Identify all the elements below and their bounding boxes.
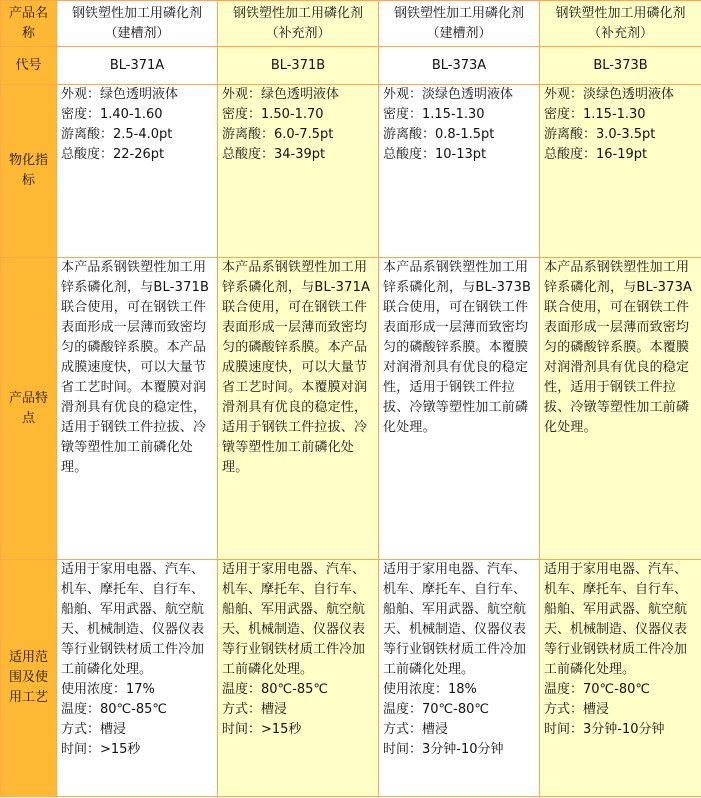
- product-name-3: [379, 1, 540, 47]
- product-code-1: BL-371A: [57, 47, 218, 85]
- product-name-1: [57, 1, 218, 47]
- code-row: [1, 47, 701, 85]
- process-line: 时间：3分钟-10分钟: [383, 742, 504, 757]
- product-name-4: [540, 1, 701, 47]
- prop-line: 外观：绿色透明液体: [61, 87, 179, 102]
- product-name-line1: 钢铁塑性加工用磷化剂: [555, 5, 686, 21]
- product-application-2: [218, 560, 379, 797]
- prop-line: 外观：绿色透明液体: [222, 87, 340, 102]
- process-line: 温度：80℃-85℃: [61, 702, 167, 717]
- product-props-4: [540, 85, 701, 258]
- row-label-application: 适用范围及使用工艺: [1, 560, 57, 797]
- product-name-line2: （建槽剂）: [104, 25, 170, 41]
- row-label-features: 产品特点: [1, 258, 57, 560]
- name-row: [1, 1, 701, 47]
- product-code-4: BL-373B: [540, 47, 701, 85]
- process-line: 方式：槽浸: [61, 722, 127, 737]
- prop-line: 外观：淡绿色透明液体: [544, 87, 675, 102]
- product-name-line2: （补充剂）: [265, 25, 331, 41]
- process-line: 时间：>15秒: [61, 742, 141, 757]
- prop-line: 游离酸：6.0-7.5pt: [222, 127, 334, 142]
- application-text: 适用于家用电器、汽车、机车、摩托车、自行车、船舶、军用武器、航空航天、机械制造、仪器仪表等行业钢铁材质工件冷加工前磷化处理。: [222, 562, 366, 677]
- prop-line: 密度：1.15-1.30: [544, 107, 646, 122]
- product-props-1: [57, 85, 218, 258]
- product-name-line1: 钢铁塑性加工用磷化剂: [71, 5, 202, 21]
- prop-line: 游离酸：2.5-4.0pt: [61, 127, 173, 142]
- product-name-line2: （补充剂）: [587, 25, 653, 41]
- prop-line: 总酸度：16-19pt: [544, 147, 648, 162]
- process-line: 方式：槽浸: [222, 702, 288, 717]
- product-name-line1: 钢铁塑性加工用磷化剂: [232, 5, 363, 21]
- prop-line: 游离酸：3.0-3.5pt: [544, 127, 656, 142]
- product-props-2: [218, 85, 379, 258]
- application-text: 适用于家用电器、汽车、机车、摩托车、自行车、船舶、军用武器、航空航天、机械制造、仪器仪表等行业钢铁材质工件冷加工前磷化处理。: [61, 562, 205, 677]
- process-line: 方式：槽浸: [544, 702, 610, 717]
- product-name-line2: （建槽剂）: [426, 25, 492, 41]
- product-props-3: [379, 85, 540, 258]
- prop-line: 密度：1.50-1.70: [222, 107, 324, 122]
- product-application-3: [379, 560, 540, 797]
- row-label-code: 代号: [1, 47, 57, 85]
- application-row: [1, 560, 701, 797]
- prop-line: 密度：1.15-1.30: [383, 107, 485, 122]
- product-features-4: 本产品系钢铁塑性加工用锌系磷化剂，与BL-373A联合使用，可在钢铁工件表面形成一层薄而致密均匀的磷酸锌系膜。本覆膜对润滑剂具有优良的稳定性，适用于钢铁工件拉拔、冷镦等塑性加工前磷化处理。: [540, 258, 701, 560]
- product-code-2: BL-371B: [218, 47, 379, 85]
- product-application-1: [57, 560, 218, 797]
- product-name-2: [218, 1, 379, 47]
- product-application-4: [540, 560, 701, 797]
- props-row: [1, 85, 701, 258]
- process-line: 时间：>15秒: [222, 722, 302, 737]
- row-label-name: 产品名称: [1, 1, 57, 47]
- process-line: 使用浓度：17%: [61, 682, 155, 697]
- product-features-1: 本产品系钢铁塑性加工用锌系磷化剂，与BL-371B联合使用，可在钢铁工件表面形成一层薄而致密均匀的磷酸锌系膜。本产品成膜速度快，可以大量节省工艺时间。本覆膜对润滑剂具有优良的稳定性，适用于钢铁工件拉拔、冷镦等塑性加工前磷化处理。: [57, 258, 218, 560]
- process-line: 温度：70℃-80℃: [383, 702, 489, 717]
- row-label-props: 物化指标: [1, 85, 57, 258]
- process-line: 方式：槽浸: [383, 722, 449, 737]
- prop-line: 外观：淡绿色透明液体: [383, 87, 514, 102]
- process-line: 温度：70℃-80℃: [544, 682, 650, 697]
- application-text: 适用于家用电器、汽车、机车、摩托车、自行车、船舶、军用武器、航空航天、机械制造、仪器仪表等行业钢铁材质工件冷加工前磷化处理。: [383, 562, 527, 677]
- product-code-3: BL-373A: [379, 47, 540, 85]
- product-features-3: 本产品系钢铁塑性加工用锌系磷化剂，与BL-373B联合使用，可在钢铁工件表面形成一层薄而致密均匀的磷酸锌系膜。本覆膜对润滑剂具有优良的稳定性，适用于钢铁工件拉拔、冷镦等塑性加工前磷化处理。: [379, 258, 540, 560]
- application-text: 适用于家用电器、汽车、机车、摩托车、自行车、船舶、军用武器、航空航天、机械制造、仪器仪表等行业钢铁材质工件冷加工前磷化处理。: [544, 562, 688, 677]
- process-line: 使用浓度：18%: [383, 682, 477, 697]
- prop-line: 总酸度：34-39pt: [222, 147, 326, 162]
- prop-line: 总酸度：22-26pt: [61, 147, 165, 162]
- features-row: [1, 258, 701, 560]
- prop-line: 游离酸：0.8-1.5pt: [383, 127, 495, 142]
- process-line: 时间：3分钟-10分钟: [544, 722, 665, 737]
- prop-line: 密度：1.40-1.60: [61, 107, 163, 122]
- product-name-line1: 钢铁塑性加工用磷化剂: [393, 5, 524, 21]
- process-line: 温度：80℃-85℃: [222, 682, 328, 697]
- product-features-2: 本产品系钢铁塑性加工用锌系磷化剂，与BL-371A联合使用，可在钢铁工件表面形成一层薄而致密均匀的磷酸锌系膜。本产品成膜速度快，可以大量节省工艺时间。本覆膜对润滑剂具有优良的稳定性，适用于钢铁工件拉拔、冷镦等塑性加工前磷化处理。: [218, 258, 379, 560]
- prop-line: 总酸度：10-13pt: [383, 147, 487, 162]
